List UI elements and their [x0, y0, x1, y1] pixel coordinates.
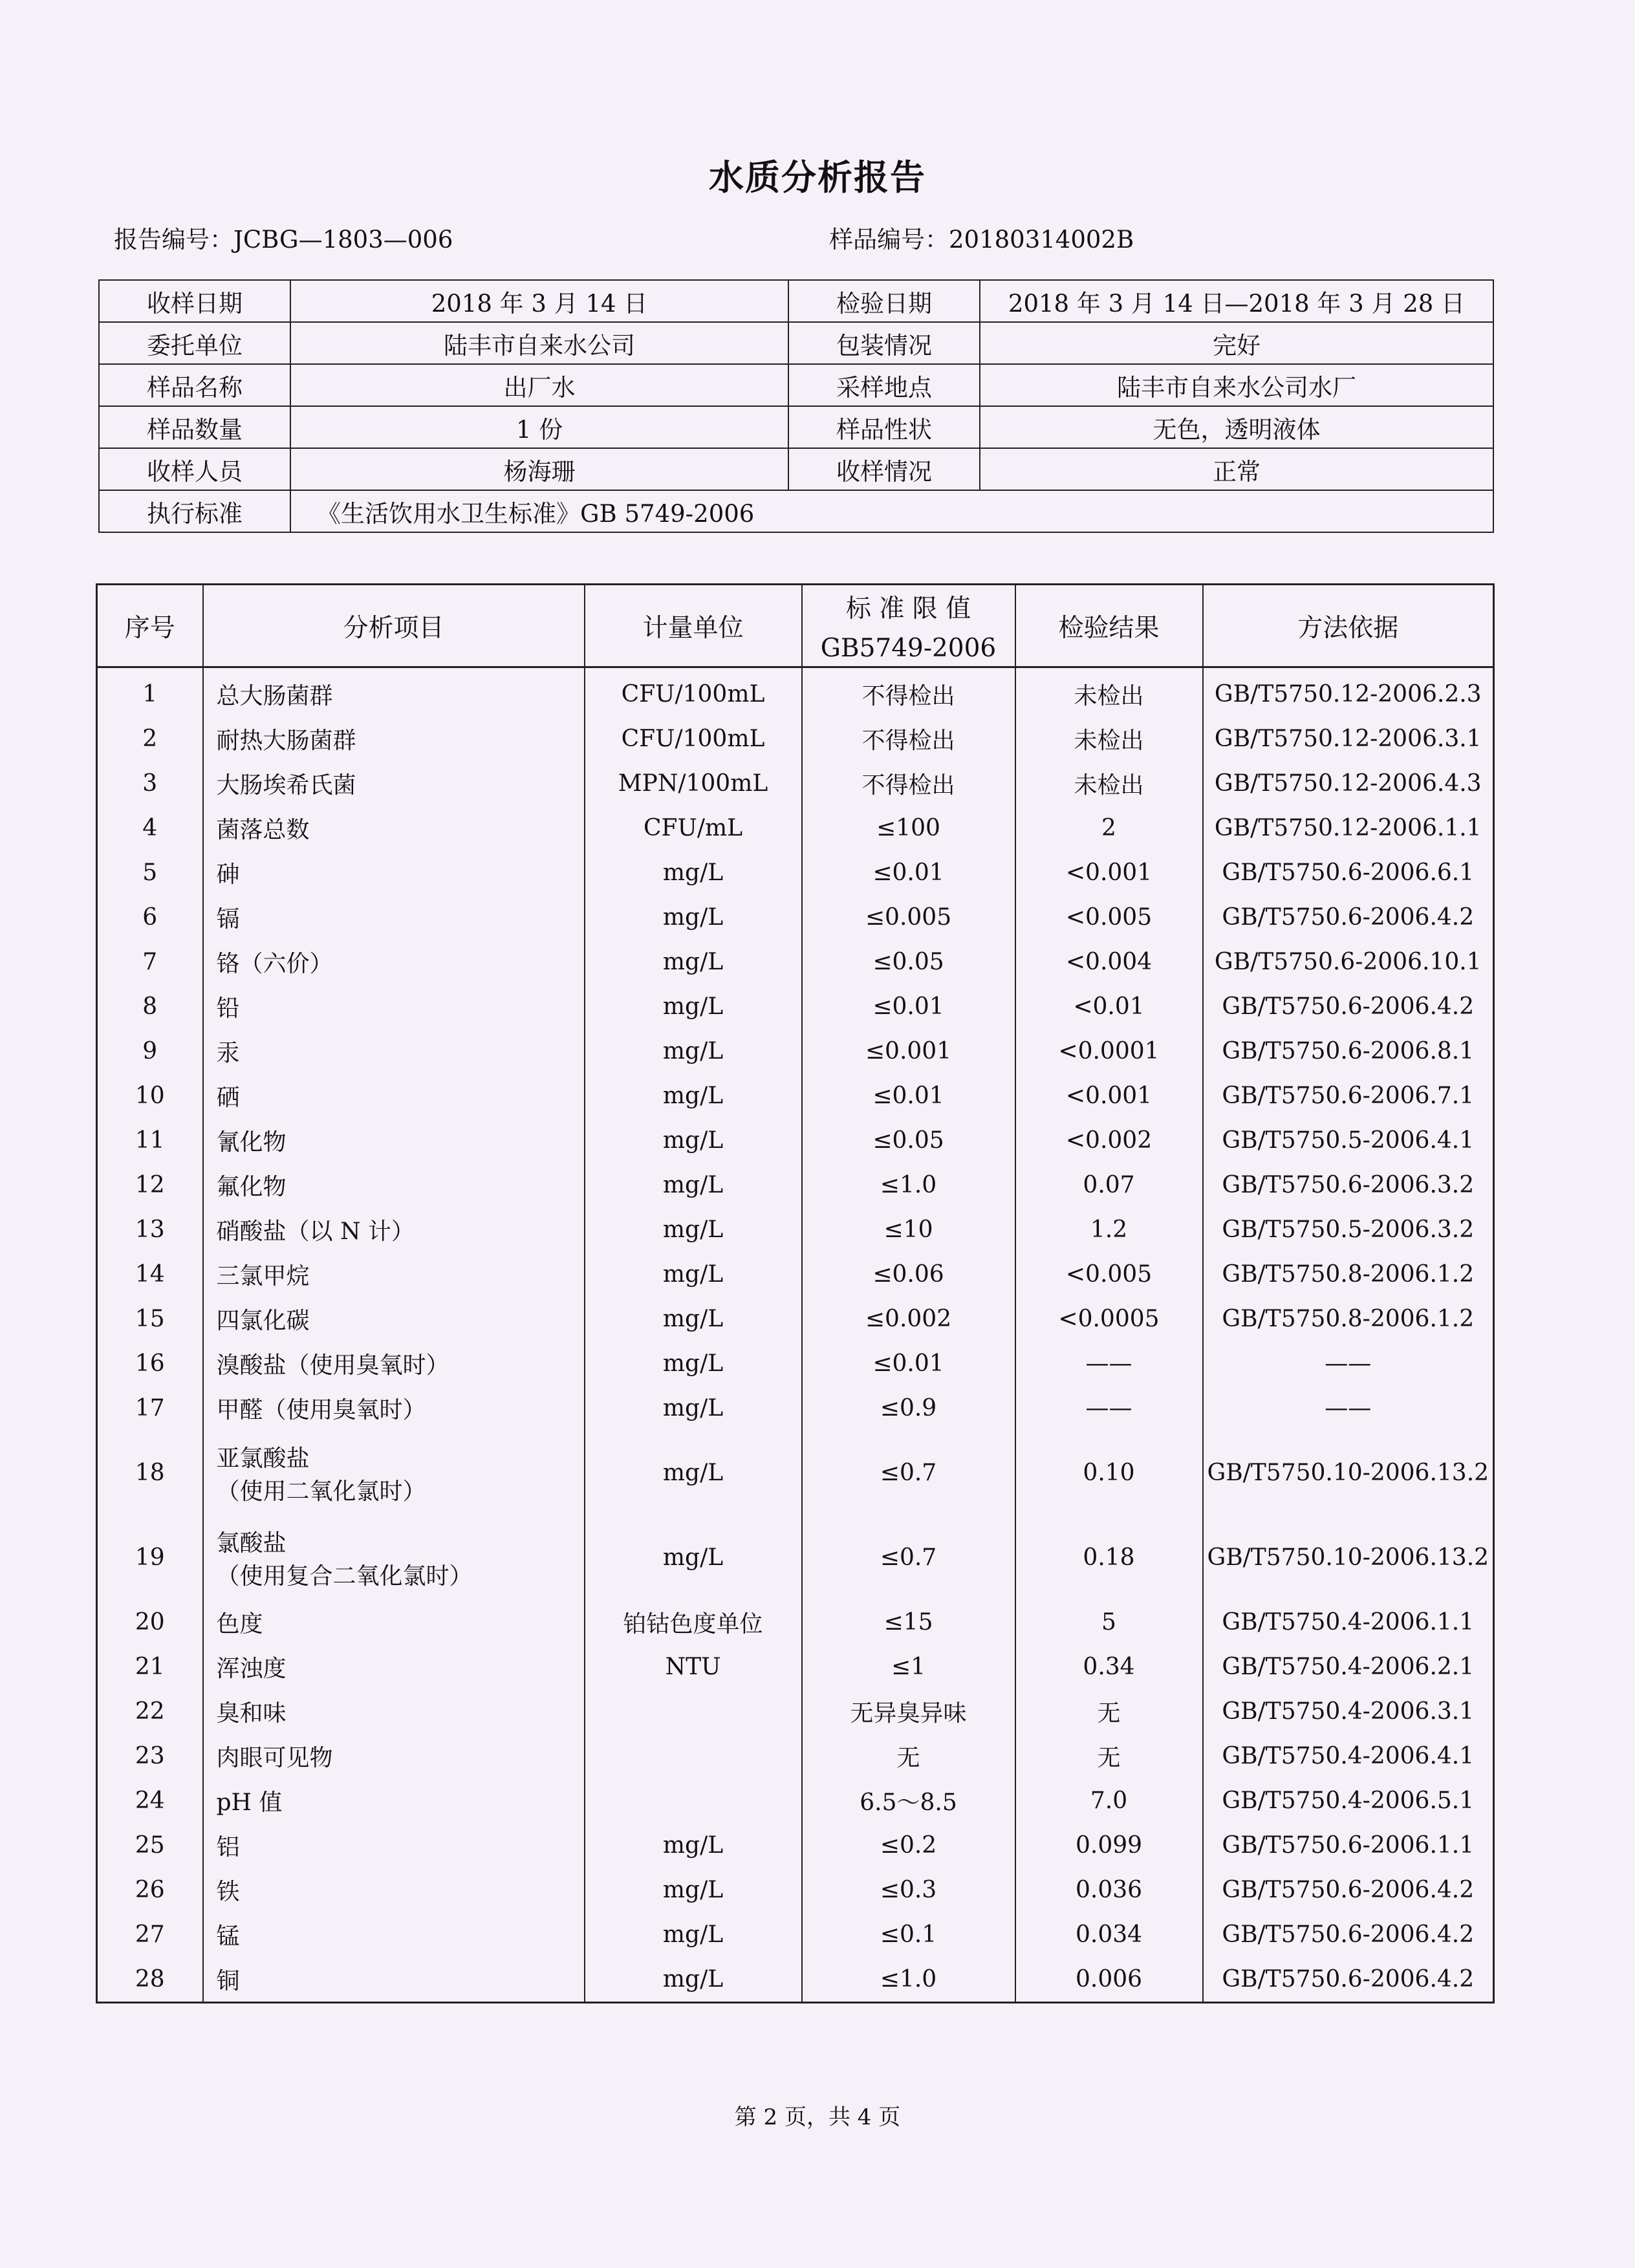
- method-basis: GB/T5750.6-2006.4.2: [1203, 1912, 1494, 1957]
- analysis-item: pH 值: [203, 1778, 585, 1823]
- info-label: 收样人员: [99, 448, 290, 490]
- method-basis: GB/T5750.6-2006.10.1: [1203, 940, 1494, 984]
- row-number: 6: [97, 895, 203, 940]
- header-result: 检验结果: [1015, 585, 1203, 667]
- analysis-item: 臭和味: [203, 1689, 585, 1734]
- row-number: 27: [97, 1912, 203, 1957]
- standard-limit: ≤0.7: [802, 1515, 1015, 1600]
- method-basis: GB/T5750.10-2006.13.2: [1203, 1515, 1494, 1600]
- standard-limit: ≤0.2: [802, 1823, 1015, 1868]
- unit: mg/L: [585, 1431, 802, 1515]
- method-basis: GB/T5750.6-2006.1.1: [1203, 1823, 1494, 1868]
- unit: mg/L: [585, 1912, 802, 1957]
- method-basis: ——: [1203, 1386, 1494, 1431]
- table-row: [97, 1029, 1494, 1074]
- table-row: [97, 1778, 1494, 1823]
- table-row: [97, 1645, 1494, 1689]
- table-row: [97, 850, 1494, 895]
- header-limit-title: 标 准 限 值: [845, 594, 971, 623]
- analysis-item: 铁: [203, 1868, 585, 1912]
- unit: mg/L: [585, 1868, 802, 1912]
- info-value: 杨海珊: [290, 448, 788, 490]
- test-result: 0.34: [1015, 1645, 1203, 1689]
- analysis-item: 氯酸盐 （使用复合二氧化氯时）: [203, 1515, 585, 1600]
- info-row: [99, 406, 1493, 448]
- table-row: [97, 1823, 1494, 1868]
- row-number: 19: [97, 1515, 203, 1600]
- standard-limit: ≤0.001: [802, 1029, 1015, 1074]
- standard-limit: ≤100: [802, 806, 1015, 850]
- method-basis: GB/T5750.12-2006.4.3: [1203, 761, 1494, 806]
- header-method: 方法依据: [1203, 585, 1494, 667]
- header-unit: 计量单位: [585, 585, 802, 667]
- unit: CFU/100mL: [585, 717, 802, 761]
- table-row: [97, 1600, 1494, 1645]
- standard-limit: ≤0.7: [802, 1431, 1015, 1515]
- table-row: [97, 1386, 1494, 1431]
- unit: mg/L: [585, 850, 802, 895]
- table-row: [97, 1431, 1494, 1515]
- test-result: 无: [1015, 1689, 1203, 1734]
- analysis-item: 三氯甲烷: [203, 1252, 585, 1297]
- standard-limit: ≤0.01: [802, 984, 1015, 1029]
- info-label: 样品名称: [99, 364, 290, 406]
- table-row: [97, 761, 1494, 806]
- standard-limit: ≤15: [802, 1600, 1015, 1645]
- info-value: 完好: [980, 322, 1493, 364]
- table-row: [97, 1118, 1494, 1163]
- method-basis: GB/T5750.10-2006.13.2: [1203, 1431, 1494, 1515]
- row-number: 21: [97, 1645, 203, 1689]
- method-basis: GB/T5750.6-2006.3.2: [1203, 1163, 1494, 1207]
- table-row: [97, 984, 1494, 1029]
- unit: 铂钴色度单位: [585, 1600, 802, 1645]
- row-number: 5: [97, 850, 203, 895]
- test-result: <0.004: [1015, 940, 1203, 984]
- standard-limit: ≤0.01: [802, 850, 1015, 895]
- method-basis: GB/T5750.4-2006.4.1: [1203, 1734, 1494, 1778]
- info-value: 陆丰市自来水公司: [290, 322, 788, 364]
- row-number: 10: [97, 1074, 203, 1118]
- test-result: <0.0001: [1015, 1029, 1203, 1074]
- method-basis: GB/T5750.4-2006.1.1: [1203, 1600, 1494, 1645]
- table-row: [97, 667, 1494, 717]
- table-row: [97, 1252, 1494, 1297]
- table-row: [97, 1341, 1494, 1386]
- analysis-item: 汞: [203, 1029, 585, 1074]
- standard-limit: ≤1: [802, 1645, 1015, 1689]
- unit: mg/L: [585, 1515, 802, 1600]
- info-label: 样品性状: [788, 406, 980, 448]
- test-result: 0.07: [1015, 1163, 1203, 1207]
- info-value: 正常: [980, 448, 1493, 490]
- results-body: [97, 667, 1494, 2003]
- standard-label: 执行标准: [99, 490, 290, 532]
- row-number: 9: [97, 1029, 203, 1074]
- table-row: [97, 1074, 1494, 1118]
- info-label: 收样情况: [788, 448, 980, 490]
- unit: mg/L: [585, 1386, 802, 1431]
- row-number: 23: [97, 1734, 203, 1778]
- test-result: <0.01: [1015, 984, 1203, 1029]
- analysis-item: 铜: [203, 1957, 585, 2003]
- unit: mg/L: [585, 1341, 802, 1386]
- row-number: 24: [97, 1778, 203, 1823]
- analysis-item: 溴酸盐（使用臭氧时）: [203, 1341, 585, 1386]
- report-number: 报告编号：JCBG—1803—006: [114, 226, 453, 254]
- table-row: [97, 895, 1494, 940]
- standard-limit: ≤0.05: [802, 940, 1015, 984]
- unit: [585, 1778, 802, 1823]
- analysis-item: 总大肠菌群: [203, 667, 585, 717]
- standard-value: 《生活饮用水卫生标准》GB 5749-2006: [290, 490, 1493, 532]
- method-basis: GB/T5750.5-2006.4.1: [1203, 1118, 1494, 1163]
- method-basis: GB/T5750.6-2006.6.1: [1203, 850, 1494, 895]
- analysis-item: 铅: [203, 984, 585, 1029]
- standard-limit: ≤0.06: [802, 1252, 1015, 1297]
- analysis-item: 甲醛（使用臭氧时）: [203, 1386, 585, 1431]
- method-basis: GB/T5750.12-2006.2.3: [1203, 667, 1494, 717]
- table-row: [97, 1515, 1494, 1600]
- row-number: 22: [97, 1689, 203, 1734]
- analysis-item: 大肠埃希氏菌: [203, 761, 585, 806]
- row-number: 17: [97, 1386, 203, 1431]
- analysis-item: 镉: [203, 895, 585, 940]
- test-result: 0.10: [1015, 1431, 1203, 1515]
- analysis-item: 硝酸盐（以 N 计）: [203, 1207, 585, 1252]
- test-result: 0.099: [1015, 1823, 1203, 1868]
- method-basis: GB/T5750.4-2006.5.1: [1203, 1778, 1494, 1823]
- unit: mg/L: [585, 1823, 802, 1868]
- table-row: [97, 1207, 1494, 1252]
- test-result: 5: [1015, 1600, 1203, 1645]
- info-row: [99, 448, 1493, 490]
- analysis-item: 肉眼可见物: [203, 1734, 585, 1778]
- unit: mg/L: [585, 1207, 802, 1252]
- unit: NTU: [585, 1645, 802, 1689]
- analysis-item: 氰化物: [203, 1118, 585, 1163]
- table-row: [97, 1957, 1494, 2003]
- row-number: 26: [97, 1868, 203, 1912]
- analysis-item: 亚氯酸盐 （使用二氧化氯时）: [203, 1431, 585, 1515]
- unit: [585, 1689, 802, 1734]
- info-row: [99, 364, 1493, 406]
- method-basis: GB/T5750.6-2006.4.2: [1203, 1957, 1494, 2003]
- unit: mg/L: [585, 1163, 802, 1207]
- test-result: 7.0: [1015, 1778, 1203, 1823]
- unit: mg/L: [585, 940, 802, 984]
- analysis-item: 菌落总数: [203, 806, 585, 850]
- method-basis: GB/T5750.6-2006.4.2: [1203, 895, 1494, 940]
- standard-row: [99, 490, 1493, 532]
- table-row: [97, 1734, 1494, 1778]
- standard-limit: 6.5～8.5: [802, 1778, 1015, 1823]
- test-result: <0.005: [1015, 1252, 1203, 1297]
- analysis-item: 铝: [203, 1823, 585, 1868]
- method-basis: GB/T5750.4-2006.3.1: [1203, 1689, 1494, 1734]
- standard-limit: ≤0.3: [802, 1868, 1015, 1912]
- row-number: 20: [97, 1600, 203, 1645]
- info-value: 2018 年 3 月 14 日: [290, 280, 788, 322]
- standard-limit: ≤0.1: [802, 1912, 1015, 1957]
- row-number: 28: [97, 1957, 203, 2003]
- standard-limit: 不得检出: [802, 717, 1015, 761]
- row-number: 16: [97, 1341, 203, 1386]
- test-result: ——: [1015, 1386, 1203, 1431]
- standard-limit: ≤10: [802, 1207, 1015, 1252]
- row-number: 8: [97, 984, 203, 1029]
- table-row: [97, 1868, 1494, 1912]
- results-header-row: [97, 585, 1494, 667]
- test-result: <0.0005: [1015, 1297, 1203, 1341]
- row-number: 14: [97, 1252, 203, 1297]
- analysis-item: 锰: [203, 1912, 585, 1957]
- row-number: 18: [97, 1431, 203, 1515]
- test-result: <0.001: [1015, 1074, 1203, 1118]
- unit: CFU/100mL: [585, 667, 802, 717]
- test-result: 0.034: [1015, 1912, 1203, 1957]
- row-number: 4: [97, 806, 203, 850]
- info-value: 陆丰市自来水公司水厂: [980, 364, 1493, 406]
- test-result: 无: [1015, 1734, 1203, 1778]
- report-title: 水质分析报告: [709, 157, 926, 198]
- method-basis: GB/T5750.8-2006.1.2: [1203, 1297, 1494, 1341]
- method-basis: GB/T5750.12-2006.1.1: [1203, 806, 1494, 850]
- header-limit: [802, 585, 1015, 667]
- row-number: 7: [97, 940, 203, 984]
- test-result: <0.005: [1015, 895, 1203, 940]
- test-result: 1.2: [1015, 1207, 1203, 1252]
- test-result: <0.001: [1015, 850, 1203, 895]
- standard-limit: ≤0.005: [802, 895, 1015, 940]
- info-label: 包装情况: [788, 322, 980, 364]
- info-row: [99, 280, 1493, 322]
- test-result: 0.036: [1015, 1868, 1203, 1912]
- method-basis: GB/T5750.6-2006.8.1: [1203, 1029, 1494, 1074]
- table-row: [97, 717, 1494, 761]
- method-basis: GB/T5750.6-2006.7.1: [1203, 1074, 1494, 1118]
- info-label: 检验日期: [788, 280, 980, 322]
- info-value: 出厂水: [290, 364, 788, 406]
- standard-limit: 无异臭异味: [802, 1689, 1015, 1734]
- method-basis: GB/T5750.4-2006.2.1: [1203, 1645, 1494, 1689]
- row-number: 11: [97, 1118, 203, 1163]
- info-label: 收样日期: [99, 280, 290, 322]
- test-result: 未检出: [1015, 667, 1203, 717]
- analysis-item: 硒: [203, 1074, 585, 1118]
- method-basis: GB/T5750.12-2006.3.1: [1203, 717, 1494, 761]
- analysis-item: 色度: [203, 1600, 585, 1645]
- analysis-item: 砷: [203, 850, 585, 895]
- unit: mg/L: [585, 895, 802, 940]
- unit: mg/L: [585, 1029, 802, 1074]
- analysis-item: 浑浊度: [203, 1645, 585, 1689]
- unit: MPN/100mL: [585, 761, 802, 806]
- standard-limit: ≤1.0: [802, 1163, 1015, 1207]
- standard-limit: ≤0.05: [802, 1118, 1015, 1163]
- test-result: 未检出: [1015, 761, 1203, 806]
- row-number: 13: [97, 1207, 203, 1252]
- table-row: [97, 1912, 1494, 1957]
- standard-limit: ≤1.0: [802, 1957, 1015, 2003]
- standard-limit: ≤0.9: [802, 1386, 1015, 1431]
- row-number: 12: [97, 1163, 203, 1207]
- table-row: [97, 940, 1494, 984]
- unit: [585, 1734, 802, 1778]
- unit: mg/L: [585, 1074, 802, 1118]
- info-label: 采样地点: [788, 364, 980, 406]
- test-result: 0.006: [1015, 1957, 1203, 2003]
- unit: mg/L: [585, 1118, 802, 1163]
- sample-info-body: [99, 280, 1493, 532]
- info-value: 1 份: [290, 406, 788, 448]
- test-result: ——: [1015, 1341, 1203, 1386]
- method-basis: GB/T5750.6-2006.4.2: [1203, 984, 1494, 1029]
- standard-limit: 无: [802, 1734, 1015, 1778]
- standard-limit: ≤0.002: [802, 1297, 1015, 1341]
- method-basis: ——: [1203, 1341, 1494, 1386]
- info-value: 2018 年 3 月 14 日—2018 年 3 月 28 日: [980, 280, 1493, 322]
- unit: mg/L: [585, 1957, 802, 2003]
- analysis-item: 四氯化碳: [203, 1297, 585, 1341]
- table-row: [97, 806, 1494, 850]
- info-label: 委托单位: [99, 322, 290, 364]
- info-value: 无色，透明液体: [980, 406, 1493, 448]
- header-limit-standard: GB5749-2006: [820, 634, 997, 663]
- test-result: 未检出: [1015, 717, 1203, 761]
- info-label: 样品数量: [99, 406, 290, 448]
- analysis-item: 铬（六价）: [203, 940, 585, 984]
- standard-limit: 不得检出: [802, 761, 1015, 806]
- results-table: [96, 583, 1495, 2003]
- standard-limit: ≤0.01: [802, 1074, 1015, 1118]
- analysis-item: 氟化物: [203, 1163, 585, 1207]
- page-footer: 第 2 页，共 4 页: [734, 2104, 901, 2130]
- test-result: 2: [1015, 806, 1203, 850]
- table-row: [97, 1163, 1494, 1207]
- analysis-item: 耐热大肠菌群: [203, 717, 585, 761]
- table-row: [97, 1689, 1494, 1734]
- method-basis: GB/T5750.5-2006.3.2: [1203, 1207, 1494, 1252]
- test-result: 0.18: [1015, 1515, 1203, 1600]
- row-number: 3: [97, 761, 203, 806]
- method-basis: GB/T5750.8-2006.1.2: [1203, 1252, 1494, 1297]
- table-row: [97, 1297, 1494, 1341]
- standard-limit: 不得检出: [802, 667, 1015, 717]
- unit: CFU/mL: [585, 806, 802, 850]
- row-number: 1: [97, 667, 203, 717]
- standard-limit: ≤0.01: [802, 1341, 1015, 1386]
- row-number: 2: [97, 717, 203, 761]
- row-number: 25: [97, 1823, 203, 1868]
- sample-info-table: [98, 279, 1494, 533]
- header-no: 序号: [97, 585, 203, 667]
- unit: mg/L: [585, 1297, 802, 1341]
- row-number: 15: [97, 1297, 203, 1341]
- method-basis: GB/T5750.6-2006.4.2: [1203, 1868, 1494, 1912]
- unit: mg/L: [585, 1252, 802, 1297]
- info-row: [99, 322, 1493, 364]
- test-result: <0.002: [1015, 1118, 1203, 1163]
- header-item: 分析项目: [203, 585, 585, 667]
- unit: mg/L: [585, 984, 802, 1029]
- sample-number: 样品编号：20180314002B: [829, 226, 1134, 254]
